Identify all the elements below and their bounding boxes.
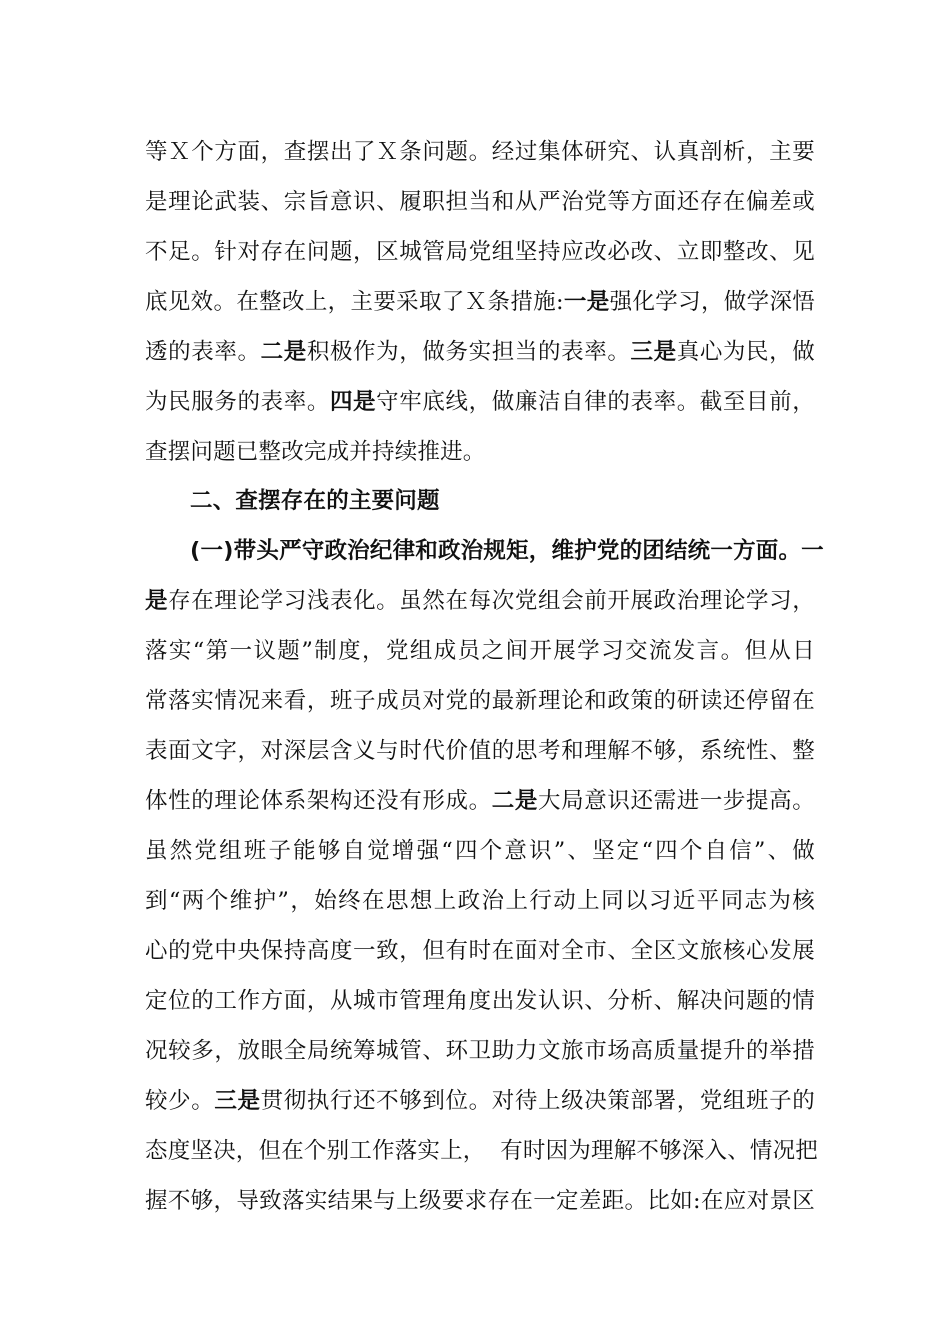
paragraph-line [145, 1176, 815, 1226]
text-run: 存在理论学习浅表化。虽然在每次党组会前开展政治理论学习， [168, 588, 815, 614]
bold-marker: 二是 [491, 788, 538, 814]
paragraph-line [145, 826, 815, 876]
paragraph-line [190, 526, 824, 576]
text-run: 查摆问题已整改完成并持续推进。 [145, 439, 486, 465]
text-run: 大局意识还需进一步提高。 [538, 788, 815, 814]
paragraph-line [145, 776, 815, 826]
text-run: 握不够，导致落实结果与上级要求存在一定差距。比如:在应对景区 [145, 1188, 815, 1214]
text-run: 体性的理论体系架构还没有形成。 [145, 788, 492, 814]
paragraph-line [145, 876, 815, 926]
text-run: 贯彻执行还不够到位。对待上级决策部署，党组班子的 [260, 1088, 815, 1114]
bold-marker: 四是 [329, 389, 377, 415]
text-run: 定位的工作方面，从城市管理角度出发认识、分析、解决问题的情 [145, 988, 815, 1014]
bold-marker: 三是 [630, 339, 677, 365]
paragraph-line [145, 327, 815, 377]
text-run: 是理论武装、宗旨意识、履职担当和从严治党等方面还存在偏差或 [145, 189, 815, 215]
paragraph-line [145, 1076, 815, 1126]
bold-marker: 一是 [563, 289, 610, 315]
paragraph-line [145, 177, 815, 227]
text-run: 心的党中央保持高度一致，但有时在面对全市、全区文旅核心发展 [145, 938, 815, 964]
paragraph-line [145, 277, 815, 327]
subheading-text: (一)带头严守政治纪律和政治规矩，维护党的团结统一方面。一 [190, 538, 824, 564]
paragraph-line [145, 227, 815, 277]
text-run: 落实“第一议题”制度，党组成员之间开展学习交流发言。但从日 [145, 638, 815, 664]
bold-marker: 是 [145, 588, 169, 614]
text-run: 强化学习，做学深悟 [609, 289, 815, 315]
paragraph-line [145, 676, 815, 726]
text-run: 真心为民，做 [676, 339, 815, 365]
paragraph-line [145, 576, 815, 626]
text-run: 较少。 [145, 1088, 215, 1114]
paragraph-line [145, 626, 815, 676]
paragraph-line [145, 926, 815, 976]
paragraph-line [145, 1026, 815, 1076]
heading-text: 二、查摆存在的主要问题 [190, 488, 440, 514]
paragraph-line [145, 1126, 819, 1176]
text-run: 况较多，放眼全局统筹城管、环卫助力文旅市场高质量提升的举措 [145, 1038, 815, 1064]
text-run: 不足。针对存在问题，区城管局党组坚持应改必改、立即整改、见 [145, 239, 815, 265]
bold-marker: 三是 [214, 1088, 261, 1114]
text-run: 守牢底线，做廉洁自律的表率。截至目前， [376, 389, 815, 415]
text-run: 虽然党组班子能够自觉增强“四个意识”、坚定“四个自信”、做 [145, 838, 815, 864]
text-run: 积极作为，做务实担当的表率。 [306, 339, 631, 365]
text-run: 透的表率。 [145, 339, 261, 365]
paragraph-line [145, 726, 815, 776]
paragraph-line [145, 127, 815, 177]
text-run: 等Ｘ个方面，查摆出了Ｘ条问题。经过集体研究、认真剖析，主要 [145, 139, 815, 165]
text-run: 态度坚决，但在个别工作落实上， 有时因为理解不够深入、情况把 [145, 1138, 819, 1164]
section-heading [190, 476, 815, 526]
paragraph-line [145, 427, 815, 477]
text-run: 表面文字，对深层含义与时代价值的思考和理解不够，系统性、整 [145, 738, 815, 764]
text-run: 常落实情况来看，班子成员对党的最新理论和政策的研读还停留在 [145, 688, 815, 714]
bold-marker: 二是 [260, 339, 307, 365]
paragraph-line [145, 976, 815, 1026]
text-run: 底见效。在整改上，主要采取了Ｘ条措施: [145, 289, 564, 315]
text-run: 到“两个维护”，始终在思想上政治上行动上同以习近平同志为核 [145, 888, 815, 914]
text-run: 为民服务的表率。 [145, 389, 330, 415]
paragraph-line [145, 377, 815, 427]
